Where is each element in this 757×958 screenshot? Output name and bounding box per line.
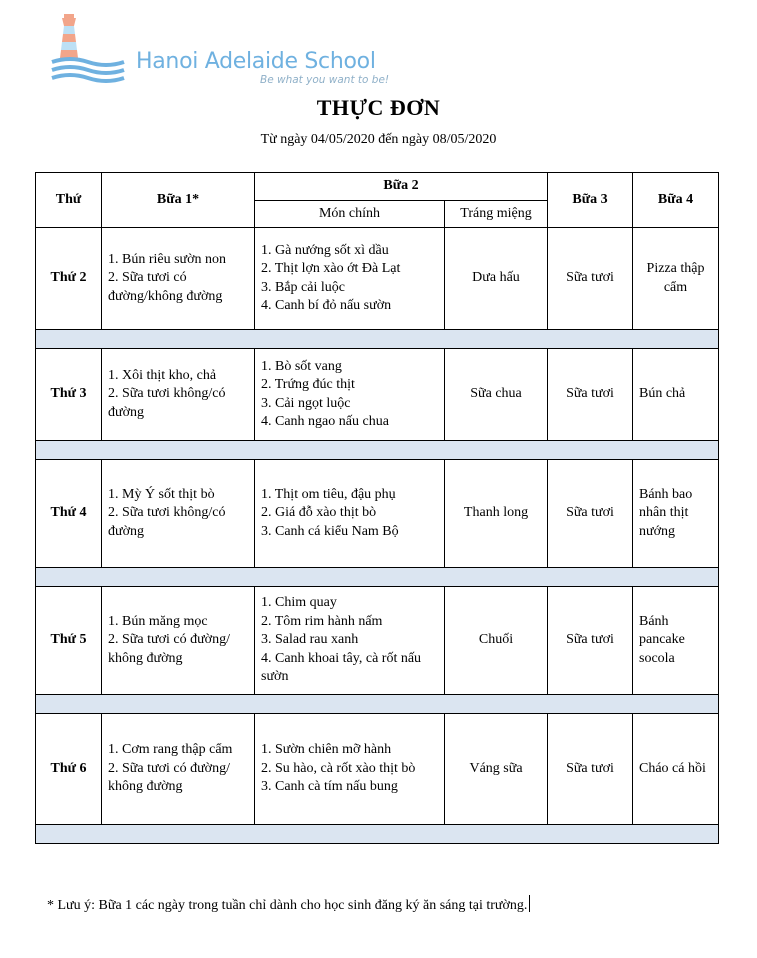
header-bua-1: Bữa 1* (102, 173, 255, 228)
school-tagline: Be what you want to be! (260, 74, 390, 86)
table-row (36, 349, 719, 441)
header-bua-2: Bữa 2 (255, 173, 548, 201)
date-range: Từ ngày 04/05/2020 đến ngày 08/05/2020 (260, 132, 497, 147)
trang-mieng-cell: Váng sữa (445, 714, 548, 825)
mon-chinh-cell: 1. Thịt om tiêu, đậu phụ 2. Giá đỗ xào thịt bò 3. Canh cá kiểu Nam Bộ (255, 460, 445, 568)
mon-chinh-cell: 1. Sườn chiên mỡ hành 2. Su hào, cà rốt xào thịt bò 3. Canh cà tím nấu bung (255, 714, 445, 825)
bua3-cell: Sữa tươi (548, 587, 633, 695)
lighthouse-icon (50, 12, 130, 87)
bua3-cell: Sữa tươi (548, 349, 633, 441)
school-name: Hanoi Adelaide School (136, 49, 376, 74)
page-title: THỰC ĐƠN (316, 95, 441, 120)
text-cursor (529, 895, 530, 912)
bua4-cell: Bún chả (633, 349, 719, 441)
bua1-cell: 1. Cơm rang thập cẩm 2. Sữa tươi có đường/ không đường (102, 714, 255, 825)
header-mon-chinh: Món chính (255, 201, 445, 228)
bua3-cell: Sữa tươi (548, 460, 633, 568)
menu-table (35, 172, 719, 844)
footnote: * Lưu ý: Bữa 1 các ngày trong tuần chỉ dành cho học sinh đăng ký ăn sáng tại trường. (47, 895, 530, 914)
day-cell: Thứ 6 (36, 714, 102, 825)
bua3-cell: Sữa tươi (548, 228, 633, 330)
bua3-cell: Sữa tươi (548, 714, 633, 825)
trang-mieng-cell: Sữa chua (445, 349, 548, 441)
mon-chinh-cell: 1. Chim quay 2. Tôm rim hành nấm 3. Salad rau xanh 4. Canh khoai tây, cà rốt nấu sườn (255, 587, 445, 695)
table-row (36, 587, 719, 695)
day-cell: Thứ 4 (36, 460, 102, 568)
trang-mieng-cell: Thanh long (445, 460, 548, 568)
row-separator (36, 568, 719, 587)
row-separator (36, 695, 719, 714)
table-row (36, 228, 719, 330)
row-separator (36, 825, 719, 844)
header-trang-mieng: Tráng miệng (445, 201, 548, 228)
bua4-cell: Cháo cá hồi (633, 714, 719, 825)
mon-chinh-cell: 1. Bò sốt vang 2. Trứng đúc thịt 3. Cải ngọt luộc 4. Canh ngao nấu chua (255, 349, 445, 441)
mon-chinh-cell: 1. Gà nướng sốt xì dầu 2. Thịt lợn xào ớt Đà Lạt 3. Bắp cải luộc 4. Canh bí đỏ nấu sườn (255, 228, 445, 330)
day-cell: Thứ 3 (36, 349, 102, 441)
bua4-cell: Bánh bao nhân thịt nướng (633, 460, 719, 568)
header-bua-3: Bữa 3 (548, 173, 633, 228)
header-bua-4: Bữa 4 (633, 173, 719, 228)
bua1-cell: 1. Mỳ Ý sốt thịt bò 2. Sữa tươi không/có đường (102, 460, 255, 568)
school-logo (50, 12, 390, 87)
header-thu: Thứ (36, 173, 102, 228)
bua1-cell: 1. Bún riêu sườn non 2. Sữa tươi có đường/không đường (102, 228, 255, 330)
bua4-cell: Bánh pancake socola (633, 587, 719, 695)
bua4-cell: Pizza thập cẩm (633, 228, 719, 330)
row-separator (36, 330, 719, 349)
bua1-cell: 1. Bún măng mọc 2. Sữa tươi có đường/ không đường (102, 587, 255, 695)
bua1-cell: 1. Xôi thịt kho, chả 2. Sữa tươi không/có đường (102, 349, 255, 441)
trang-mieng-cell: Chuối (445, 587, 548, 695)
table-row (36, 714, 719, 825)
row-separator (36, 441, 719, 460)
day-cell: Thứ 5 (36, 587, 102, 695)
day-cell: Thứ 2 (36, 228, 102, 330)
trang-mieng-cell: Dưa hấu (445, 228, 548, 330)
table-row (36, 460, 719, 568)
